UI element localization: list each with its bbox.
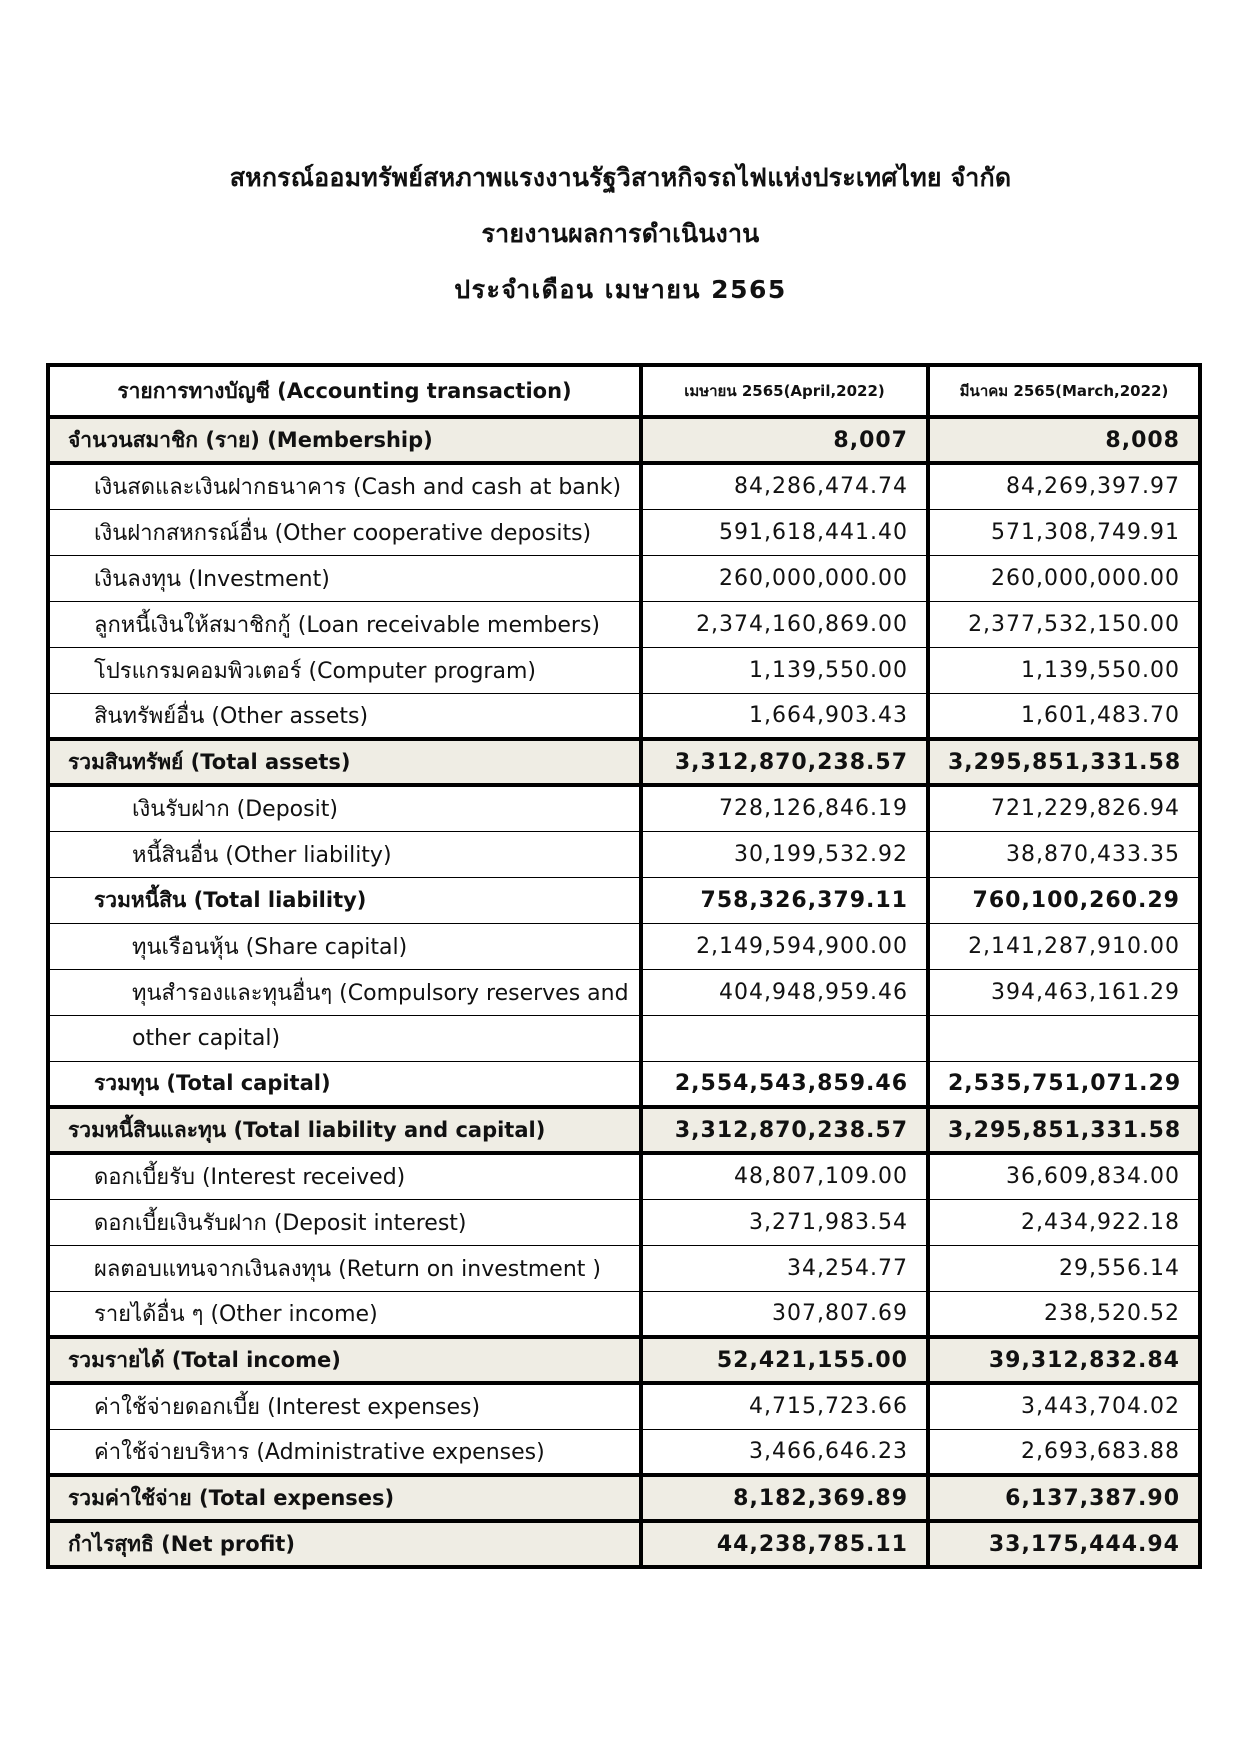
row-value-march: 760,100,260.29	[928, 877, 1200, 923]
row-value-march: 2,377,532,150.00	[928, 601, 1200, 647]
financial-table	[46, 363, 1202, 1569]
table-row-total-liability-capital	[48, 1107, 1200, 1153]
row-value-april: 52,421,155.00	[641, 1337, 928, 1383]
row-value-march: 238,520.52	[928, 1291, 1200, 1337]
row-value-april: 3,312,870,238.57	[641, 1107, 928, 1153]
table-row	[48, 509, 1200, 555]
row-label: เงินลงทุน (Investment)	[48, 555, 641, 601]
row-label: other capital)	[48, 1015, 641, 1061]
row-label: ดอกเบี้ยเงินรับฝาก (Deposit interest)	[48, 1199, 641, 1245]
table-row	[48, 1245, 1200, 1291]
table-row	[48, 601, 1200, 647]
row-value-april: 44,238,785.11	[641, 1521, 928, 1567]
column-header-march: มีนาคม 2565(March,2022)	[928, 365, 1200, 417]
row-value-april: 2,149,594,900.00	[641, 923, 928, 969]
row-value-april: 758,326,379.11	[641, 877, 928, 923]
table-row	[48, 969, 1200, 1015]
row-value-march: 2,535,751,071.29	[928, 1061, 1200, 1107]
organization-name: สหกรณ์ออมทรัพย์สหภาพแรงงานรัฐวิสาหกิจรถไฟแห่งประเทศไทย จำกัด	[229, 163, 1012, 192]
table-row-total-liability	[48, 877, 1200, 923]
row-label: เงินสดและเงินฝากธนาคาร (Cash and cash at bank)	[48, 463, 641, 509]
row-value-april: 34,254.77	[641, 1245, 928, 1291]
row-value-march: 84,269,397.97	[928, 463, 1200, 509]
row-value-april	[641, 1015, 928, 1061]
row-label: หนี้สินอื่น (Other liability)	[48, 831, 641, 877]
row-label: ค่าใช้จ่ายบริหาร (Administrative expenses)	[48, 1429, 641, 1475]
row-value-march: 3,295,851,331.58	[928, 739, 1200, 785]
row-label: โปรแกรมคอมพิวเตอร์ (Computer program)	[48, 647, 641, 693]
table-row	[48, 1153, 1200, 1199]
table-row	[48, 923, 1200, 969]
row-value-april: 4,715,723.66	[641, 1383, 928, 1429]
report-title: รายงานผลการดำเนินงาน	[481, 219, 760, 248]
row-label: รวมสินทรัพย์ (Total assets)	[48, 739, 641, 785]
table-row	[48, 1015, 1200, 1061]
table-row-total-capital	[48, 1061, 1200, 1107]
row-value-april: 591,618,441.40	[641, 509, 928, 555]
row-value-april: 3,271,983.54	[641, 1199, 928, 1245]
row-label: ทุนสำรองและทุนอื่นๆ (Compulsory reserves and	[48, 969, 641, 1015]
table-row	[48, 785, 1200, 831]
row-label: รวมหนี้สิน (Total liability)	[48, 877, 641, 923]
report-header	[0, 150, 1241, 318]
row-value-april: 3,466,646.23	[641, 1429, 928, 1475]
row-value-april: 84,286,474.74	[641, 463, 928, 509]
row-value-april: 307,807.69	[641, 1291, 928, 1337]
table-row	[48, 647, 1200, 693]
table-row-net-profit	[48, 1521, 1200, 1567]
row-label: รวมรายได้ (Total income)	[48, 1337, 641, 1383]
row-value-april: 8,182,369.89	[641, 1475, 928, 1521]
row-label: ดอกเบี้ยรับ (Interest received)	[48, 1153, 641, 1199]
row-label: สินทรัพย์อื่น (Other assets)	[48, 693, 641, 739]
row-value-april: 30,199,532.92	[641, 831, 928, 877]
table-row	[48, 1199, 1200, 1245]
table-row-total-expenses	[48, 1475, 1200, 1521]
row-value-march: 1,139,550.00	[928, 647, 1200, 693]
row-value-march: 721,229,826.94	[928, 785, 1200, 831]
row-value-april: 404,948,959.46	[641, 969, 928, 1015]
row-value-april: 2,554,543,859.46	[641, 1061, 928, 1107]
row-label: รวมทุน (Total capital)	[48, 1061, 641, 1107]
row-value-april: 8,007	[641, 417, 928, 463]
table-header-row	[48, 365, 1200, 417]
row-value-march: 1,601,483.70	[928, 693, 1200, 739]
table-row-membership	[48, 417, 1200, 463]
row-value-april: 1,139,550.00	[641, 647, 928, 693]
row-value-march: 3,443,704.02	[928, 1383, 1200, 1429]
row-value-march: 8,008	[928, 417, 1200, 463]
row-value-march: 571,308,749.91	[928, 509, 1200, 555]
report-period: ประจำเดือน เมษายน 2565	[454, 275, 787, 304]
table-row-total-assets	[48, 739, 1200, 785]
row-label: รายได้อื่น ๆ (Other income)	[48, 1291, 641, 1337]
row-label: กำไรสุทธิ (Net profit)	[48, 1521, 641, 1567]
row-value-april: 2,374,160,869.00	[641, 601, 928, 647]
row-value-march: 260,000,000.00	[928, 555, 1200, 601]
row-value-april: 1,664,903.43	[641, 693, 928, 739]
row-value-march: 36,609,834.00	[928, 1153, 1200, 1199]
row-value-march: 2,693,683.88	[928, 1429, 1200, 1475]
row-value-april: 260,000,000.00	[641, 555, 928, 601]
row-value-march: 394,463,161.29	[928, 969, 1200, 1015]
row-label: เงินฝากสหกรณ์อื่น (Other cooperative deposits)	[48, 509, 641, 555]
row-value-april: 3,312,870,238.57	[641, 739, 928, 785]
row-value-march: 33,175,444.94	[928, 1521, 1200, 1567]
row-label: ลูกหนี้เงินให้สมาชิกกู้ (Loan receivable members)	[48, 601, 641, 647]
row-label: เงินรับฝาก (Deposit)	[48, 785, 641, 831]
row-value-april: 728,126,846.19	[641, 785, 928, 831]
row-value-april: 48,807,109.00	[641, 1153, 928, 1199]
table-row	[48, 463, 1200, 509]
row-value-march: 29,556.14	[928, 1245, 1200, 1291]
table-row	[48, 1429, 1200, 1475]
table-row	[48, 1291, 1200, 1337]
row-label: รวมหนี้สินและทุน (Total liability and capital)	[48, 1107, 641, 1153]
row-value-march: 2,141,287,910.00	[928, 923, 1200, 969]
row-value-march: 38,870,433.35	[928, 831, 1200, 877]
table-row	[48, 831, 1200, 877]
table-row-total-income	[48, 1337, 1200, 1383]
row-label: ค่าใช้จ่ายดอกเบี้ย (Interest expenses)	[48, 1383, 641, 1429]
row-value-march: 3,295,851,331.58	[928, 1107, 1200, 1153]
column-header-april: เมษายน 2565(April,2022)	[641, 365, 928, 417]
row-value-march: 6,137,387.90	[928, 1475, 1200, 1521]
row-label: รวมค่าใช้จ่าย (Total expenses)	[48, 1475, 641, 1521]
row-label: ผลตอบแทนจากเงินลงทุน (Return on investment )	[48, 1245, 641, 1291]
row-label: จำนวนสมาชิก (ราย) (Membership)	[48, 417, 641, 463]
table-row	[48, 693, 1200, 739]
row-label: ทุนเรือนหุ้น (Share capital)	[48, 923, 641, 969]
table-row	[48, 1383, 1200, 1429]
row-value-march: 39,312,832.84	[928, 1337, 1200, 1383]
row-value-march: 2,434,922.18	[928, 1199, 1200, 1245]
row-value-march	[928, 1015, 1200, 1061]
table-row	[48, 555, 1200, 601]
column-header-transaction: รายการทางบัญชี (Accounting transaction)	[48, 365, 641, 417]
